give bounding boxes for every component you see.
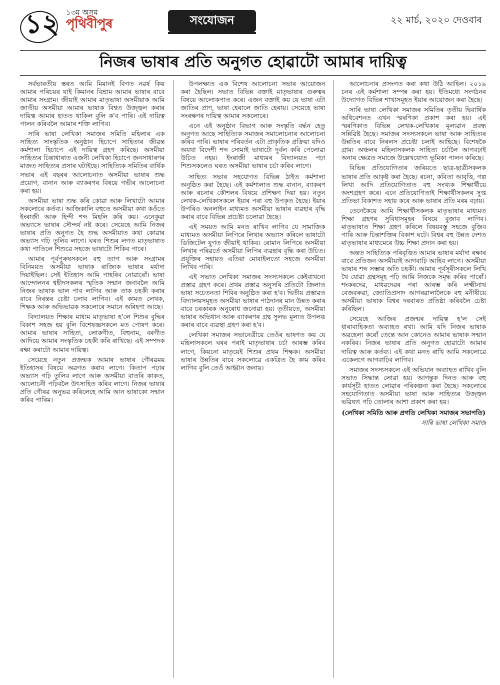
article-paragraph: সেয়েহে নতুন প্ৰজন্মক আমাৰ ভাষাৰ গৌৰৱময় ইতিহাসৰ বিষয়ে অৱগত কৰাব লাগে। কিতাপ পঢ়াৰ অভ্যাস গঢ়ি তুলিব লাগে আৰু অসমীয়া বাতৰি কাকত, আলোচনী পঢ়িবলৈ উৎসাহিত কৰিব লাগে। নিজৰ ভাষাৰ প্ৰতি গৌৰৱ অনুভৱ কৰিলেহে আমি আন ভাষাকো সন্মান কৰিব পাৰিম। [20,355,165,404]
article-paragraph: আলোচনাৰ প্ৰসংগত কৰা কথা উঠি আহিল। ২০১৯ চনৰ এই কৰ্মশালা সম্পন্ন কৰা হয়। ইতিমধ্যে সংগঠনৰ উদ্যোগত বিভিন্ন শাখাসমূহত ইয়াৰ আয়োজন কৰা হৈছে। [341,80,487,105]
article-paragraph: আমাৰ পূৰ্বপুৰুষসকলে বহু ত্যাগ আৰু সংগ্ৰামৰ বিনিময়ত অসমীয়া ভাষাক ৰাজ্যিক ভাষাৰ মৰ্যাদা দিয়াইছিল। সেই ইতিহাস আমি পাহৰিব নোৱাৰোঁ। ভাষা আন্দোলনৰ শ্বহীদসকলৰ স্মৃতিক সন্মান জনাবলৈ আমি নিজৰ ভাষাক ভাল পাব লাগিব আৰু তাক চহকী কৰাৰ বাবে নিৰন্তৰ চেষ্টা চলাব লাগিব। এই কামত লেখক, শিক্ষক আৰু অভিভাৱক সকলোৰে সমানে অৰিহণা আছে। [20,254,165,312]
article-column-2 [173,80,326,678]
article-paragraph: সমাজৰ সদস্যসকলে এই অভিযান অব্যাহত ৰাখিব বুলি সভাত সিদ্ধান্ত লোৱা হয়। আগন্তুক দিনত আৰু বহু কাৰ্যসূচী হাতত লোৱাৰ পৰিকল্পনা কৰা হৈছে। সকলোৰে সহযোগিতাত অসমীয়া ভাষা আৰু সাহিত্যৰ উজ্জ্বল ভৱিষ্যৎ গঢ়ি তোলাৰ আশা প্ৰকাশ কৰা হয়। [341,365,487,406]
newspaper-logo [66,8,124,32]
article-paragraph: বিদ্যালয়ত শিক্ষাৰ মাধ্যম মাতৃভাষা হ'লে শিশুৰ বুদ্ধিৰ বিকাশ সহজ হয় বুলি বিশেষজ্ঞসকলে মত পোষণ কৰে। আমাৰ ভাষাৰ সাহিত্য, লোকগীত, বিহুনাম, বৰগীত আদিয়ে আমাৰ সংস্কৃতিক চহকী কৰি ৰাখিছে। এই সম্পদক ৰক্ষা কৰাটো আমাৰ দায়িত্ব। [20,313,165,354]
article-column-3 [333,80,486,678]
logo-prefix: ১৩ম অসম [66,8,98,17]
article-body [20,80,486,678]
author-signoff: (লেখিকা সমিতি আৰু প্ৰগতি লেখিকা সমাজৰ সভাপতি) [341,408,486,417]
article-paragraph: অন্তত সাহিত্যিক পৰিবৃত্তিত আমাৰ ভাষাৰ মৰ্যাদা ৰক্ষাৰ বাবে প্ৰতিজন অসমীয়াই আগবাঢ়ি আহিব লাগে। অসমীয়া ভাষাৰ শব্দ সম্ভাৰ অতি চহকী। আমাৰ পূৰ্বসূৰীসকলে লিখি থৈ যোৱা গ্ৰন্থসমূহ পঢ়ি আমি নিজকে সমৃদ্ধ কৰিব পাৰোঁ। শংকৰদেৱ, মাধৱদেৱৰ পৰা আৰম্ভ কৰি লক্ষ্মীনাথ বেজবৰুৱা, জ্যোতিপ্ৰসাদ আগৰৱালালৈকে বহু মনীষীয়ে অসমীয়া ভাষাক বিশ্বৰ দৰবাৰত প্ৰতিষ্ঠা কৰিবলৈ চেষ্টা কৰিছিল। [341,248,487,314]
article-paragraph: লেখিকা সমাজৰ সভানেত্ৰীয়ে তেওঁৰ ভাষণত কয় যে মহিলাসকলে ঘৰৰ পৰাই মাতৃভাষাৰ চৰ্চা আৰম্ভ কৰিব লাগে, কিয়নো মাতৃয়েই শিশুৰ প্ৰথম শিক্ষক। অসমীয়া ভাষাৰ উন্নতিৰ বাবে সকলোৱে একত্ৰিত হৈ কাম কৰিব লাগিব বুলি তেওঁ আহ্বান জনায়। [180,331,326,372]
article-paragraph: এনে এই অনুষ্ঠান বিভাগ আৰু সংস্কৃতি বৰ্দ্ধন হেতু অনুগত আছে সাহিত্যিক সমাজৰ সমালোচনাৰ আলোচনা কৰিব পাৰি। ভাষাৰ পৰিবৰ্তন এটা প্ৰাকৃতিক প্ৰক্ৰিয়া যদিও অযথা বিদেশী শব্দ সোমাই ভাষাটো দুৰ্বল কৰি পেলোৱা উচিত নহয়। ইংৰাজী মাধ্যমৰ বিদ্যালয়ত পঢ়া শিশুসকলেও ঘৰত অসমীয়া ভাষাৰ চৰ্চা কৰিব লাগে। [180,122,326,171]
author-byline: সাৰি ভাষা লেখিকা সমাজ [421,418,487,427]
masthead [20,0,486,50]
article-paragraph: সাৰি ভাষা লেখিকা সমাজৰ সমিতি মহিলাৰ এক সাহিত্য সাংস্কৃতিক অনুষ্ঠান হিচাপে সাহিত্যৰ জীৱন্ত কৰ্মশালা হিচাপে এই দায়িত্ব গ্ৰহণ কৰিছে। অসমীয়া সাহিত্যৰ চিন্তাধাৰাত এজনী লেখিকা হিচাপে জনসাধাৰণৰ মাজত সাহিত্যৰ প্ৰসাৰ ঘটাইছে। সাহিত্যিক সমিতিৰ বাৰ্ষিক সভাৰ এই বছৰৰ আলোচনাত অসমীয়া ভাষাৰ শুদ্ধ প্ৰয়োগ, বানান আৰু ব্যাকৰণৰ বিষয়ে গভীৰ আলোচনা কৰা হয়। [20,130,165,195]
article-paragraph: অসমীয়া ভাষা শুদ্ধ কৰি কোৱা আৰু লিখাটো আমাৰ সকলোৰে কৰ্তব্য। আজিকালি বহুতে অসমীয়া কথা কওঁতে ইংৰাজী আৰু হিন্দী শব্দ মিহলি কৰি কয়। এনেকুৱা অভ্যাসে ভাষাৰ সৌন্দৰ্য নষ্ট কৰে। সেয়েহে আমি নিজৰ ভাষাৰ প্ৰতি অনুগত হৈ শুদ্ধ অসমীয়াত কথা কোৱাৰ অভ্যাস গঢ়ি তুলিব লাগে। ঘৰত শিশুৰ লগত মাতৃভাষাত কথা পাতিলে শিশুৱে সহজে ভাষাটো শিকিব পাৰে। [20,196,165,253]
logo-brand: পৃথিবীপুৰ [66,17,113,32]
article-paragraph: সৰ্বভাৰতীয় স্তৰত আমি মিমানই বিগত নৱৰ্ষ কিয় আমাৰ পৰিচয়ৰ যাই কিমানৰ বিশ্ৰাম আমাৰ ভাষাৰ বাবে আমাৰ সংগ্ৰাম। জীয়াই আমাৰ মাতৃভাষা অসমীয়াক আমি জাতীয় অসমীয়া আমাৰ ভাষাক বিশ্বত উজ্জ্বল কৰাৰ দায়িত্ব আমাৰ হাতত থাকিল বুলি ক'ব পাৰি। এই দায়িত্ব পালন কৰিবলৈ আমাৰ শক্তি লাগিব। [20,80,165,129]
article-paragraph: সাহিত্য সভাৰ সহযোগত বিভিন্ন ঠাইত কৰ্মশালা অনুষ্ঠিত কৰা হৈছে। এই কৰ্মশালাত শুদ্ধ বানান, ব্যাকৰণ আৰু ৰচনাৰ কৌশলৰ বিষয়ে প্ৰশিক্ষণ দিয়া হয়। নতুন লেখক-লেখিকাসকলে ইয়াৰ পৰা বহু উপকৃত হৈছে। ইয়াৰ উপৰিও অনলাইন মাধ্যমত অসমীয়া ভাষাৰ ব্যৱহাৰ বৃদ্ধি কৰাৰ বাবে বিভিন্ন প্ৰচেষ্টা চলোৱা হৈছে। [180,172,326,221]
article-paragraph: বিভিন্ন প্ৰতিযোগিতাৰ জৰিয়তে ছাত্ৰ-ছাত্ৰীসকলক ভাষাৰ প্ৰতি আকৃষ্ট কৰা হৈছে। ৰচনা, কবিতা আবৃত্তি, গল্প লিখা আদি প্ৰতিযোগিতাত বহু সংখ্যক শিক্ষাৰ্থীয়ে অংশগ্ৰহণ কৰে। এনে প্ৰতিযোগিতাই শিক্ষাৰ্থীসকলৰ সুপ্ত প্ৰতিভা বিকাশত সহায় কৰে আৰু ভাষাৰ প্ৰতি মৰম বঢ়ায়। [341,164,487,205]
article-paragraph: উপলক্ষ্যত এক বিশেষ আলোচনা সভাৰ আয়োজন কৰা হৈছিল। সভাত বিভিন্ন বক্তাই মাতৃভাষাৰ গুৰুত্বৰ বিষয়ে আলোকপাত কৰে। এজন বক্তাই কয় যে ভাষা এটা জাতিৰ প্ৰাণ, ভাষা হেৰালে জাতি হেৰায়। সেয়েহে ভাষা সংৰক্ষণৰ দায়িত্ব আমাৰ সকলোৰে। [180,80,326,121]
article-paragraph: সাৰি ভাষা লেখিকা সমাজৰ সমিতিৰ তৃতীয় দ্বিবাৰ্ষিক অধিবেশনত এখন স্মৰণিকা প্ৰকাশ কৰা হয়। এই স্মৰণিকাত বিভিন্ন লেখক-লেখিকাৰ মূল্যৱান প্ৰবন্ধ সন্নিৱিষ্ট হৈছে। সমাজৰ সদস্যসকলে ভাষা আৰু সাহিত্যৰ উন্নতিৰ বাবে নিৰলস প্ৰচেষ্টা চলাই আহিছে। বিশেষকৈ গ্ৰাম্য অঞ্চলৰ মহিলাসকলক সাহিত্য চৰ্চালৈ আগবঢ়াই অনাৰ ক্ষেত্ৰত সমাজে উল্লেখযোগ্য ভূমিকা পালন কৰিছে। [341,106,487,163]
article-paragraph: এই সভাত লেখিকা সমাজৰ সদস্যসকলে কেইবাখনো প্ৰস্তাৱ গ্ৰহণ কৰে। প্ৰথম প্ৰস্তাৱ অনুসৰি প্ৰতিটো জিলাত ভাষা সচেতনতা শিবিৰ অনুষ্ঠিত কৰা হ'ব। দ্বিতীয় প্ৰস্তাৱত বিদ্যালয়সমূহত অসমীয়া ভাষাৰ পাঠদানৰ মান উন্নত কৰাৰ বাবে চৰকাৰক অনুৰোধ জনোৱা হয়। তৃতীয়তে, অসমীয়া ভাষাৰ অভিধান আৰু ব্যাকৰণৰ গ্ৰন্থ সুলভ মূল্যত উপলব্ধ কৰাৰ বাবে ব্যৱস্থা গ্ৰহণ কৰা হ'ব। [180,273,326,330]
article-paragraph: এই সময়ত আমি মনত ৰাখিব লাগিব যে সামাজিক মাধ্যমত অসমীয়া লিপিৰে লিখাৰ অভ্যাস কৰিলে ভাষাটো ডিজিটেল যুগত জীয়াই থাকিব। ৰোমান লিপিৰে অসমীয়া লিখাৰ পৰিৱৰ্তে অসমীয়া লিপিৰ ব্যৱহাৰ বৃদ্ধি কৰা উচিত। প্ৰযুক্তিৰ সহায়ত এতিয়া মোবাইলতো সহজে অসমীয়া লিখিব পাৰি। [180,222,326,272]
article-headline: নিজৰ ভাষাৰ প্ৰতি অনুগত হোৱাটো আমাৰ দায়িত্ব [99,53,407,71]
dateline: ২২ মাৰ্চ, ২০২০ দেওবাৰ [390,15,482,26]
column-3-paragraphs [341,80,486,406]
article-paragraph: তেনেকৈয়ে আমি শিক্ষাৰ্থীসকলক মাতৃভাষাৰ মাধ্যমত শিক্ষা গ্ৰহণৰ সুবিধাসমূহৰ বিষয়ে বুজাব লাগিব। মাতৃভাষাত শিক্ষা গ্ৰহণ কৰিলে বিষয়বস্তু সহজে বুজিব পাৰি আৰু চিন্তাশক্তিৰ বিকাশ ঘটে। বিশ্বৰ বহু উন্নত দেশত মাতৃভাষাৰ মাধ্যমেৰে উচ্চ শিক্ষা প্ৰদান কৰা হয়। [341,206,487,247]
section-tab: সংযোজন [168,10,256,32]
headline-box [20,50,486,76]
page-number: ১২ [22,7,62,45]
article-paragraph: সেয়েহে আজিৰ প্ৰজন্মৰ দায়িত্ব হ'ল সেই ধাৰাবাহিকতা অব্যাহত ৰখা। আমি যদি নিজৰ ভাষাক অৱহেলা কৰোঁ তেন্তে আন কোনেও আমাৰ ভাষাক সন্মান নকৰিব। নিজৰ ভাষাৰ প্ৰতি অনুগত হোৱাটো আমাৰ দায়িত্ব আৰু কৰ্তব্য। এই কথা মনত ৰাখি আমি সকলোৱে একেলগে আগবাঢ়িব লাগিব। [341,315,487,364]
article-column-1 [20,80,165,678]
